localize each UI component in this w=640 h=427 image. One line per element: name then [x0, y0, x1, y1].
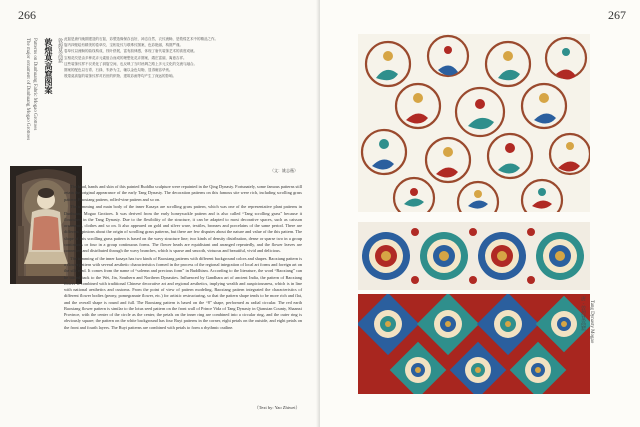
baoxiang-border-pattern: [358, 222, 590, 290]
chinese-text-line: 卷草纹以流畅的曲线构成，枝叶舒展，富有韵律感，体现了唐代装饰艺术的高度成就。: [64, 49, 197, 54]
chinese-body-text: [64, 36, 300, 79]
page-number-left: 266: [18, 8, 36, 22]
english-body-text: [64, 184, 302, 332]
baoxiang-border-illustration: [358, 222, 590, 290]
chinese-text-line: 此窟是唐代晚期建造的石窟，彩塑造像保存良好，神态自然，衣纹流畅，是敦煌艺术中的精品之作。: [64, 37, 218, 41]
english-paragraph: The head, hands and skin of this painted Buddha sculpture were repainted in the Qing Dynasty. Fortunately, some famous patterns still retain the original appearance of the early Tang Dynasty. The decoration patterns on this famous site were rich, including scrolling grass pattern, Baoxiang pattern, rolled-vine pattern and so on.: [64, 184, 302, 202]
chinese-text-line: 宝相花纹是由多种花卉元素组合而成的理想化花卉图案，端庄富丽，寓意吉祥。: [64, 55, 187, 60]
vertical-caption-zh-title: 敦煌莫高窟图案: [44, 38, 53, 94]
vertical-caption-zh-2: 敦煌莫高窟: [57, 38, 62, 63]
chinese-text-line: 窟内四壁绘有精美的卷草纹、宝相花纹与联珠纹图案，色彩艳丽，构图严谨。: [64, 43, 183, 48]
vertical-caption-en: The major ornament of Dunhuang Mogao Grottoes: [25, 38, 30, 141]
chinese-author-signature: （文：姚志薇）: [270, 168, 298, 173]
english-paragraph: The trimming of the inner kasaya has two kinds of Baoxiang patterns with different background colors and shapes. Baoxiang pattern is a flower pattern with several aesthetic characteristics formed in the process of the regional integration of local art forms and foreign art on the silk road. It comes from the name of “solemn and precious form” in Buddhism. According to the literature, the word “Baoxiang” can be traced back to the Wei, Jin, Southern and Northern Dynasties. Influenced by Gandhara art of ancient India, the pattern of Baoxiang flower is combined with traditional Chinese decorative art and regional aesthetics, implying wealth and auspiciousness, which is in line with national aesthetics and customs. From the point of view of pattern modeling, Baoxiang pattern integrated the characteristics of different flower bodies (peony, pomegranate flower, etc.) for artistic restructuring, so that the pattern shape tends to be more rich and flat, and the overall shape is round and full. The Baoxiang pattern is based on the “8” shape, performed as radial circular. The red earth Baoxiang flower pattern is similar to the lotus seed pattern on the front wall of Prince Vida of Tang Dynasty in Qianxian County, Shaanxi Province, with the center of the circle as the center, the petals on the inner ring are combined into a circular ring, and the outer ring is obviously square; the pattern on the white background has four Ruyi patterns in the corner, eight petals on the outside, and eight petals on the front and fourth layers. The Ruyi patterns are combined with petals to form a rhythmic outline.: [64, 255, 302, 330]
english-paragraph: The trimming and main body of the inner Kasaya are scrolling grass pattern, which was one of the representative plant patterns in Dunhuang Mogao Grottoes. It was derived from the early honeysuckle pattern and is also called “Tang scrolling grass” because it flourished in the Tang Dynasty. Due to the flexibility of the structure, it can be adapted to most decorative spaces, such as caisson ornaments, clothes and so on. It also appeared on gold and silver ware, textiles, bronzes and porcelains of the same period. There are different opinions about the origin of scrolling grass patterns, but there are few disputes about the nature and value of the this pattern. The shape of this scrolling grass pattern is based on the wavy structure line; two kinds of density distribution, dense or sparse two in a group continuous or four in a group continuous forms. The flower heads are equidistant and arranged repeatedly, and the flower leaves are connected and distributed through the wavy branches, which is sparse and smooth, virtuous and beautiful, vivid and delicious.: [64, 204, 302, 253]
chinese-text-line: 这些装饰纹样不仅美化了洞窟空间，也反映了当时丝绸之路上多元文化的交流与融合。: [64, 61, 197, 66]
scrolling-grass-illustration: [358, 34, 590, 212]
red-baoxiang-pattern: [358, 294, 590, 394]
page-number-right: 267: [608, 8, 626, 22]
scrolling-grass-pattern: [358, 34, 590, 212]
right-caption-zh: 唐 · 敦煌莫高窟: [580, 296, 586, 331]
chinese-text-line: 敦煌莫高窟的装饰纹样对后世的织物、建筑彩画等均产生了深远的影响。: [64, 74, 176, 79]
chinese-text-lines: [64, 36, 300, 79]
red-baoxiang-illustration: [358, 294, 590, 394]
chinese-text-line: 图案的配色以石青、石绿、朱砂为主，辅以金色勾勒，显得雍容华贵。: [64, 67, 173, 72]
vertical-caption-en-2: Patterns on Dunhuang Fabric Mogao Grottoes: [32, 38, 37, 131]
english-author-signature: （Text by: Yao Zhiwei）: [254, 405, 300, 410]
right-caption-en: Tang Dynasty Mogao: [589, 300, 594, 344]
